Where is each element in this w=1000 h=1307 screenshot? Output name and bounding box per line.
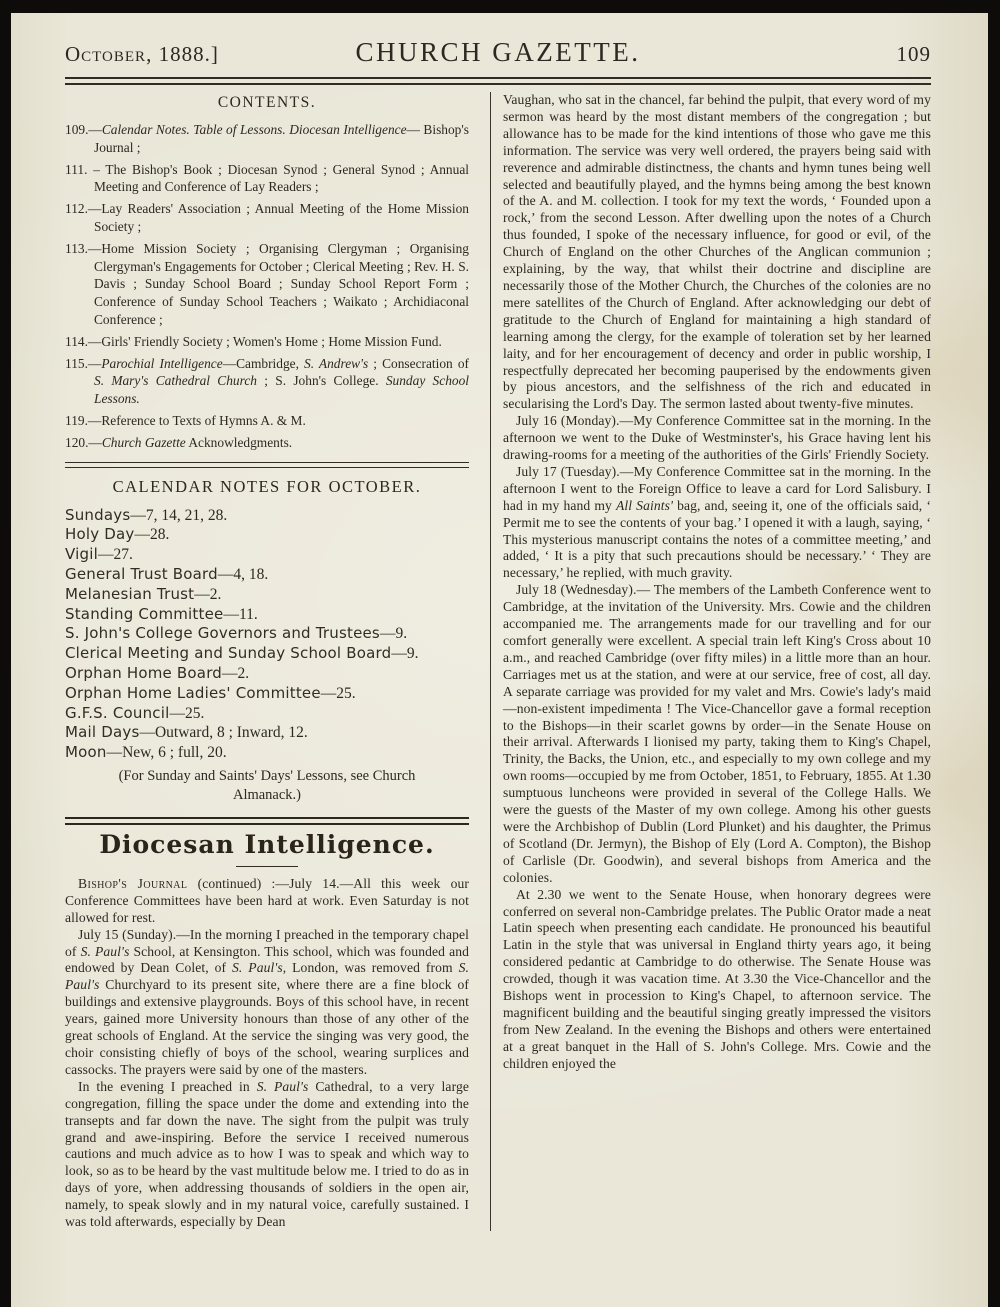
calendar-item-value: —2. bbox=[222, 664, 250, 682]
contents-item: 112.—Lay Readers' Association ; Annual Meeting of the Home Mission Society ; bbox=[65, 201, 469, 234]
heading-underline-rule bbox=[236, 866, 298, 867]
calendar-item-label: Melanesian Trust bbox=[65, 584, 195, 603]
calendar-item-label: G.F.S. Council bbox=[65, 703, 170, 722]
calendar-item bbox=[65, 723, 469, 743]
calendar-title: CALENDAR NOTES FOR OCTOBER. bbox=[112, 476, 422, 496]
contents-item: 109.—Calendar Notes. Table of Lessons. Diocesan Intelligence— Bishop's Journal ; bbox=[65, 122, 470, 155]
journal-paragraph: Bishop's Journal (continued) :—July 14.—All this week our Conference Committees have been hard at work. Even Saturday is not allowed for rest. bbox=[65, 875, 469, 925]
calendar-item-label: Moon bbox=[65, 743, 107, 762]
calendar-item bbox=[65, 565, 469, 585]
masthead-title: CHURCH GAZETTE. bbox=[355, 37, 641, 67]
calendar-item bbox=[65, 704, 469, 724]
calendar-item bbox=[65, 525, 469, 545]
calendar-item-label: Mail Days bbox=[65, 723, 140, 742]
calendar-item bbox=[65, 605, 469, 625]
calendar-item-label: Orphan Home Board bbox=[65, 663, 223, 682]
diocesan-intelligence-heading: Diocesan Intelligence. bbox=[99, 829, 435, 859]
right-column bbox=[490, 92, 931, 1231]
contents-item: 114.—Girls' Friendly Society ; Women's Home ; Home Mission Fund. bbox=[65, 333, 442, 349]
page-header bbox=[65, 37, 931, 68]
calendar-item-value: —Outward, 8 ; Inward, 12. bbox=[139, 724, 308, 742]
calendar-item-label: Holy Day bbox=[65, 525, 135, 544]
journal-paragraph: July 16 (Monday).—My Conference Committee sat in the morning. In the afternoon we went to the Duke of Westminster's, his Grace having lent his drawing-rooms for a meeting of the authorities of the Girls' Friendly Society. bbox=[503, 413, 931, 463]
calendar-item bbox=[65, 506, 469, 526]
calendar-item bbox=[65, 545, 469, 565]
journal-paragraph: In the evening I preached in S. Paul's Cathedral, to a very large congregation, filling the space under the dome and extending into the transepts and far down the nave. The sight from the pulpit was truly grand and awe-inspiring. Before the service I received numerous cautions and much advice as to how I was to speak and which way to look, so as to be heard by the vast multitude below me. I tried to do as in days of yore, when addressing thousands of soldiers in the open air, namely, to speak slowly and in my natural voice, carefully sustained. I was told afterwards, especially by Dean bbox=[65, 1078, 469, 1230]
calendar-item-value: —7, 14, 21, 28. bbox=[130, 506, 228, 524]
calendar-item-value: —27. bbox=[97, 546, 133, 564]
calendar-item bbox=[65, 743, 469, 763]
contents-title: CONTENTS. bbox=[217, 94, 317, 111]
calendar-item-label: Clerical Meeting and Sunday School Board bbox=[65, 644, 392, 663]
calendar-item bbox=[65, 684, 469, 704]
calendar-item-value: —New, 6 ; full, 20. bbox=[106, 744, 227, 762]
two-column-layout bbox=[65, 92, 931, 1231]
contents-item: 113.—Home Mission Society ; Organising Clergyman ; Organising Clergyman's Engagements for October ; Clerical Meeting ; Rev. H. S. Davis ; Sunday School Board ; Sunday School Report Form ; Conference of Sunday School Teachers ; Waikato ; Archidiaconal Conference ; bbox=[65, 240, 469, 327]
calendar-item-label: Orphan Home Ladies' Committee bbox=[65, 683, 321, 702]
calendar-note-line: (For Sunday and Saints' Days' Lessons, see Church bbox=[118, 767, 416, 784]
calendar-note-line: Almanack.) bbox=[232, 787, 302, 804]
calendar-item bbox=[65, 664, 469, 684]
scanned-page bbox=[11, 13, 988, 1307]
calendar-item-value: —28. bbox=[134, 526, 170, 544]
header-double-rule bbox=[65, 77, 931, 85]
calendar-item-label: General Trust Board bbox=[65, 564, 218, 583]
calendar-item bbox=[65, 624, 469, 644]
calendar-item-value: —25. bbox=[320, 684, 356, 702]
calendar-item-value: —9. bbox=[391, 645, 419, 663]
issue-date: October, 1888.] bbox=[65, 42, 219, 66]
calendar-item-value: —11. bbox=[223, 605, 258, 623]
section-divider-rule-thick bbox=[65, 817, 469, 825]
contents-item: 115.—Parochial Intelligence—Cambridge, S. Andrew's ; Consecration of S. Mary's Cathedral Church ; S. John's College. Sunday School Lessons. bbox=[65, 355, 469, 407]
calendar-item-label: S. John's College Governors and Trustees bbox=[65, 624, 380, 643]
journal-paragraph: July 15 (Sunday).—In the morning I preached in the temporary chapel of S. Paul's School, at Kensington. This school, which was founded and endowed by Dean Colet, of S. Paul's, London, was removed from S. Paul's Churchyard to its present site, where there are a fine block of buildings and extensive playgrounds. Boys of this school have, in recent years, gained more University honours than those of any other of the great schools of England. At the service the singing was very good, the choir consisting chiefly of boys of the school, wearing surplices and cassocks. The prayers were said by one of the masters. bbox=[65, 926, 470, 1077]
calendar-note bbox=[65, 767, 469, 806]
calendar-item-value: —25. bbox=[169, 704, 205, 722]
section-divider-rule bbox=[65, 462, 469, 468]
calendar-item bbox=[65, 644, 469, 664]
left-column bbox=[65, 92, 478, 1231]
calendar-item-value: —2. bbox=[194, 585, 222, 603]
journal-paragraph: At 2.30 we went to the Senate House, when honorary degrees were conferred on several non-Cambridge prelates. The Public Orator made a neat Latin speech when presenting each candidate. He pronounced his beautiful Latin in the style that was universal in England thirty years ago, it being considered pedantic at Cambridge to do otherwise. The Senate House was crowded, though it was vacation time. At 3.30 the Vice-Chancellor and the Bishops went in procession to King's Chapel, to afternoon service. The magnificent building and the beautiful singing greatly impressed the visitors from New Zealand. In the evening the Bishops and others were entertained at a great banquet in the Hall of S. John's College. Mrs. Cowie and the children enjoyed the bbox=[503, 886, 931, 1071]
calendar-item-label: Standing Committee bbox=[65, 604, 224, 623]
page-number: 109 bbox=[896, 42, 931, 66]
calendar-item-label: Vigil bbox=[65, 545, 98, 564]
journal-paragraph: July 17 (Tuesday).—My Conference Committee sat in the morning. In the afternoon I went to the Foreign Office to leave a card for Lord Salisbury. I had in my hand my All Saints' bag, and, seeing it, one of the officials said, ‘ Permit me to see the contents of your bag.’ I opened it with a laugh, saying, ‘ This mysterious manuscript contains the notes of a committee meeting,’ and added, ‘ It is a pity that such precautions should be necessary.’ ‘ They are necessary,’ he replied, with much gravity. bbox=[503, 463, 931, 581]
calendar-item bbox=[65, 585, 469, 605]
contents-item: 120.—Church Gazette Acknowledgments. bbox=[65, 434, 293, 450]
calendar-item-label: Sundays bbox=[65, 505, 131, 524]
journal-paragraph: Vaughan, who sat in the chancel, far behind the pulpit, that every word of my sermon was heard by the most distant members of the congregation ; but allowance has to be made for the kind intentions of those who gave me this information. The service was very well ordered, the prayers being said with reverence and admirable distinctness, the chants and hymn tunes being well selected and beautifully played, and the hymns being among the best known of the A. and M. collection. I took for my text the words, ‘ Founded upon a rock,’ from the second Lesson. After dwelling upon the notes of a Church thus founded, I spoke of the necessary influence, for good or evil, of the Church of England on the other Churches of the Anglican communion ; explaining, by the way, that whilst their doctrine and discipline are necessarily those of the Mother Church, the Churches of the colonies are no mere satellites of the Church of England. After acknowledging our debt of gratitude to the Church of England for maintaining a high standard of learning among the clergy, for the example of toleration set by her learned laity, and for her encouragement of decency and order in public worship, I respectfully deprecated her becoming pauperised by the endowments given by pious ancestors, and the selfishness of the rich and educated in secularising the Lord's Day. The sermon lasted about twenty-five minutes. bbox=[503, 92, 931, 412]
journal-paragraph: July 18 (Wednesday).— The members of the Lambeth Conference went to Cambridge, at the invitation of the University. Mrs. Cowie and the children accompanied me. The arrangements made for our travelling and for our comfort generally were excellent. A special train left King's Cross about 10 a.m., and reached Cambridge (over fifty miles) in a little more than an hour. Carriages met us at the station, and were at our service, free of cost, all day. A separate carriage was provided for my valet and Mrs. Cowie's lady's maid—non-existent impedimenta ! The Vice-Chancellor gave a formal reception to the Bishops—in their scarlet gowns by order—in the Senate House on their arrival. Afterwards I lionised my party, taking them to King's Chapel, Trinity, the Backs, the Union, etc., and especially to my own college and my own rooms—occupied by me from October, 1851, to February, 1855. At 1.30 sumptuous luncheons were provided in several of the College Halls. We were the guests of the Master of my own college. Among his other guests were the Archbishop of Dublin (Lord Plunket) and his daughter, the Primus of Scotland (Dr. Jermyn), the Bishop of Ely (Lord A. Compton), the Bishop of Carlisle (Dr. Goodwin), and several bishops from America and the colonies. bbox=[503, 582, 931, 885]
contents-item: 111. – The Bishop's Book ; Diocesan Synod ; General Synod ; Annual Meeting and Conference of Lay Readers ; bbox=[65, 161, 469, 195]
calendar-item-value: —9. bbox=[379, 625, 408, 643]
calendar-item-value: —4, 18. bbox=[217, 565, 269, 583]
contents-item: 119.—Reference to Texts of Hymns A. & M. bbox=[65, 412, 306, 428]
